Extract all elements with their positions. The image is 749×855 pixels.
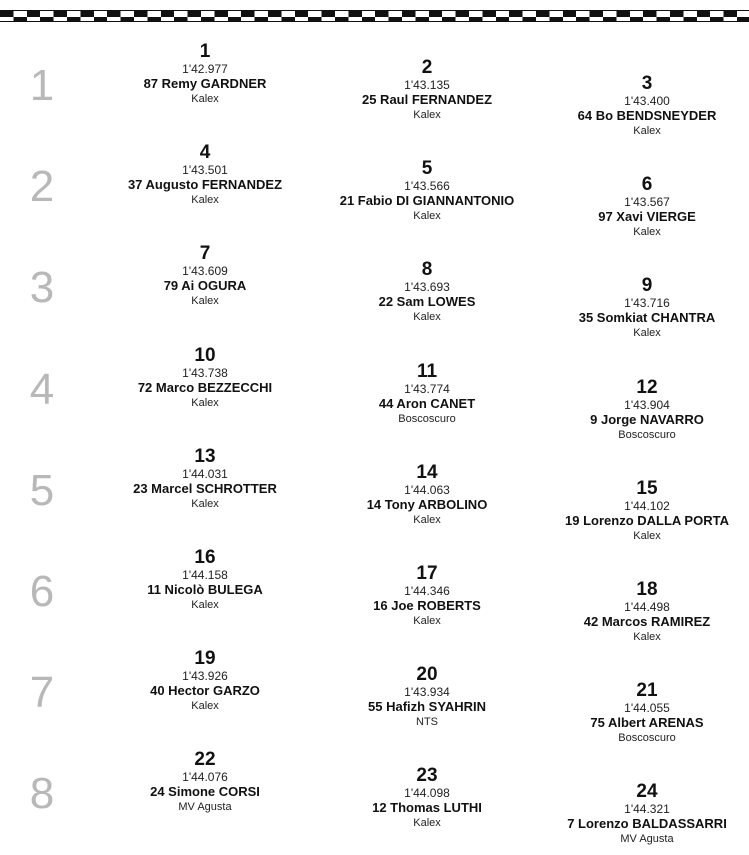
team-name: Kalex (191, 700, 219, 713)
grid-position-cell (532, 782, 749, 847)
team-name: MV Agusta (178, 801, 232, 814)
grid-position-number: 2 (421, 57, 433, 78)
grid-row-number: 4 (29, 364, 55, 414)
lap-time: 1'43.400 (624, 94, 670, 108)
grid-position-cell (90, 346, 320, 411)
grid-position-number: 16 (194, 547, 216, 568)
grid-position-number: 13 (194, 445, 216, 467)
rider-name: 75 Albert ARENAS (590, 715, 704, 731)
team-name: Kalex (413, 311, 441, 324)
grid-position-number: 5 (421, 158, 433, 180)
rider-name: 24 Simone CORSI (150, 784, 260, 800)
rider-name: 16 Joe ROBERTS (373, 598, 481, 613)
rider-name: 23 Marcel SCHROTTER (133, 480, 277, 496)
rider-name: 64 Bo BENDSNEYDER (577, 108, 717, 123)
grid-position-cell (532, 479, 749, 544)
grid-row-number: 2 (29, 162, 55, 212)
team-name: Kalex (191, 396, 219, 409)
grid-position-number: 8 (421, 259, 433, 281)
team-name: Boscoscuro (618, 428, 676, 441)
grid-position-number: 7 (199, 243, 211, 265)
lap-time: 1'44.158 (182, 568, 228, 582)
lap-time: 1'44.498 (624, 600, 670, 614)
lap-time: 1'44.346 (404, 584, 450, 598)
grid-position-cell (312, 159, 542, 224)
team-name: Kalex (413, 817, 441, 830)
lap-time: 1'43.774 (404, 381, 450, 396)
lap-time: 1'44.102 (624, 498, 670, 513)
lap-time: 1'43.738 (182, 365, 228, 380)
team-name: Kalex (413, 615, 441, 627)
grid-position-number: 9 (641, 275, 653, 297)
lap-time: 1'44.055 (624, 701, 670, 716)
grid-row-number: 1 (29, 61, 55, 110)
grid-position-cell (312, 362, 542, 427)
lap-time: 1'43.904 (624, 397, 670, 412)
grid-position-cell (312, 260, 542, 325)
lap-time: 1'43.934 (404, 685, 450, 700)
lap-time: 1'43.693 (404, 280, 450, 295)
grid-position-number: 6 (641, 174, 653, 196)
grid-position-cell (532, 378, 749, 443)
team-name: Kalex (191, 599, 219, 611)
lap-time: 1'43.926 (182, 669, 228, 684)
grid-position-number: 4 (199, 142, 211, 164)
grid-position-number: 22 (194, 749, 216, 771)
rider-name: 21 Fabio DI GIANNANTONIO (339, 193, 515, 209)
grid-position-cell (312, 766, 542, 831)
rider-name: 12 Thomas LUTHI (372, 800, 482, 816)
grid-position-number: 1 (199, 41, 211, 62)
grid-row-number: 3 (29, 263, 55, 313)
grid-position-cell (532, 276, 749, 341)
grid-position-number: 21 (636, 680, 658, 702)
team-name: Kalex (413, 109, 441, 121)
team-name: Kalex (191, 497, 219, 510)
team-name: Kalex (633, 529, 661, 542)
rider-name: 37 Augusto FERNANDEZ (127, 177, 283, 193)
rider-name: 87 Remy GARDNER (143, 76, 267, 91)
grid-position-cell (532, 74, 749, 139)
rider-name: 11 Nicolò BULEGA (147, 582, 263, 597)
grid-position-cell (312, 463, 542, 528)
lap-time: 1'44.098 (404, 786, 450, 801)
team-name: Kalex (633, 226, 661, 239)
grid-position-cell (90, 447, 320, 512)
lap-time: 1'44.063 (404, 482, 450, 497)
team-name: Kalex (191, 93, 219, 105)
grid-position-number: 14 (416, 461, 438, 483)
team-name: Kalex (413, 513, 441, 526)
grid-position-cell (90, 143, 320, 208)
grid-row-number: 6 (29, 567, 55, 616)
grid-position-number: 24 (636, 781, 658, 803)
grid-position-number: 17 (416, 563, 438, 584)
lap-time: 1'43.716 (624, 296, 670, 311)
lap-time: 1'43.567 (624, 195, 670, 210)
grid-position-cell (532, 580, 749, 645)
grid-row-number: 8 (29, 769, 55, 819)
grid-position-cell (90, 42, 320, 107)
grid-position-number: 19 (194, 648, 216, 670)
team-name: Kalex (191, 194, 219, 207)
team-name: Kalex (633, 631, 661, 643)
rider-name: 25 Raul FERNANDEZ (361, 92, 493, 107)
grid-position-number: 20 (416, 664, 438, 686)
team-name: Boscoscuro (398, 412, 456, 425)
lap-time: 1'43.135 (404, 78, 450, 92)
rider-name: 42 Marcos RAMIREZ (583, 614, 711, 629)
grid-position-number: 3 (641, 73, 653, 94)
team-name: Boscoscuro (618, 732, 676, 745)
grid-position-number: 23 (416, 765, 438, 787)
rider-name: 7 Lorenzo BALDASSARRI (567, 816, 727, 832)
grid-position-number: 11 (416, 360, 438, 382)
rider-name: 97 Xavi VIERGE (598, 209, 696, 225)
rider-name: 79 Ai OGURA (163, 278, 247, 294)
team-name: MV Agusta (620, 833, 674, 846)
rider-name: 44 Aron CANET (378, 395, 476, 411)
team-name: Kalex (633, 125, 661, 137)
rider-name: 14 Tony ARBOLINO (366, 496, 488, 512)
grid-position-number: 15 (636, 477, 658, 499)
team-name: Kalex (413, 210, 441, 223)
grid-position-cell (532, 175, 749, 240)
team-name: NTS (416, 716, 438, 729)
rider-name: 19 Lorenzo DALLA PORTA (565, 512, 729, 528)
checkered-flag-strip (0, 10, 749, 22)
grid-position-cell (312, 665, 542, 730)
grid-position-cell (90, 548, 320, 613)
team-name: Kalex (633, 327, 661, 340)
grid-position-cell (312, 564, 542, 629)
team-name: Kalex (191, 295, 219, 308)
grid-position-number: 18 (636, 579, 658, 600)
lap-time: 1'44.031 (182, 466, 228, 481)
rider-name: 35 Somkiat CHANTRA (578, 310, 716, 326)
lap-time: 1'44.076 (182, 770, 228, 785)
rider-name: 72 Marco BEZZECCHI (137, 379, 273, 395)
grid-row-number: 5 (29, 465, 55, 515)
grid-position-cell (90, 750, 320, 815)
lap-time: 1'43.566 (404, 179, 450, 194)
rider-name: 55 Hafizh SYAHRIN (368, 699, 486, 715)
grid-row-number: 7 (29, 668, 55, 718)
grid-position-cell (532, 681, 749, 746)
lap-time: 1'43.609 (182, 264, 228, 279)
grid-position-cell (90, 244, 320, 309)
grid-position-cell (90, 649, 320, 714)
lap-time: 1'43.501 (182, 163, 228, 178)
lap-time: 1'44.321 (624, 802, 670, 817)
rider-name: 9 Jorge NAVARRO (590, 411, 704, 427)
grid-position-cell (312, 58, 542, 123)
rider-name: 22 Sam LOWES (378, 294, 476, 310)
rider-name: 40 Hector GARZO (150, 683, 260, 699)
grid-position-number: 12 (636, 376, 658, 398)
grid-position-number: 10 (194, 344, 216, 366)
lap-time: 1'42.977 (182, 62, 228, 76)
